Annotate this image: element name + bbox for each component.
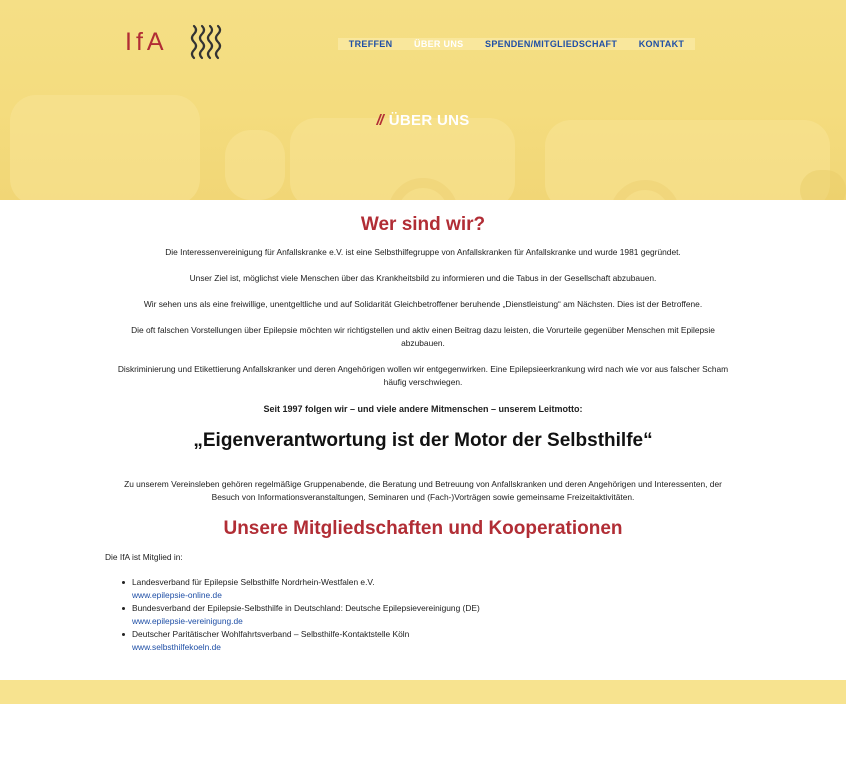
paragraph: Die Interessenvereinigung für Anfallskranke e.V. ist eine Selbsthilfegruppe von Anfallskranken für Anfallskranke und wurde 1981 gegründet.	[165, 247, 681, 257]
logo-mark-icon	[190, 22, 226, 62]
hero-background-shape	[545, 120, 830, 200]
hero-background-shape	[225, 130, 285, 200]
section-heading-who: Wer sind wir?	[360, 214, 486, 235]
logo[interactable]	[125, 22, 226, 62]
paragraph: Wir sehen uns als eine freiwillige, unentgeltliche und auf Solidarität Gleichbetroffener beruhende „Dienstleistung“ am Nächsten. Dies ist der Betroffene.	[143, 299, 703, 309]
page-title-text: ÜBER UNS	[388, 112, 470, 129]
paragraph: Diskriminierung und Etikettierung Anfallskranker und deren Angehörigen wollen wir entgegenwirken. Eine Epilepsieerkrankung wird nach wie vor aus falscher Scham häufig verschwiegen.	[117, 364, 729, 387]
title-slash-icon: //	[376, 112, 383, 129]
membership-name: Bundesverband der Epilepsie-Selbsthilfe in Deutschland: Deutsche Epilepsievereinigung (DE)	[132, 603, 480, 613]
main-navigation	[338, 38, 695, 50]
membership-name: Landesverband für Epilepsie Selbsthilfe Nordrhein-Westfalen e.V.	[132, 577, 375, 587]
club-life-paragraph: Zu unserem Vereinsleben gehören regelmäßige Gruppenabende, die Beratung und Betreuung von Anfallskranken und deren Angehörigen und Interessenten, der Besuch von Informationsveranstaltungen, Seminaren und (Fach-)Vorträgen sowie gemeinsame Freizeitaktivitäten.	[124, 479, 722, 502]
nav-ueber-uns[interactable]: ÜBER UNS	[414, 39, 464, 49]
logo-text: IfA	[125, 27, 168, 56]
nav-kontakt[interactable]: KONTAKT	[638, 39, 685, 49]
nav-treffen[interactable]: TREFFEN	[348, 39, 393, 49]
membership-list	[0, 576, 846, 654]
membership-intro: Die IfA ist Mitglied in:	[105, 552, 183, 562]
paragraph: Unser Ziel ist, möglichst viele Menschen über das Krankheitsbild zu informieren und die Tabus in der Gesellschaft abzubauen.	[189, 273, 657, 283]
list-item	[132, 628, 846, 654]
hero-banner	[0, 0, 846, 200]
motto: „Eigenverantwortung ist der Motor der Selbsthilfe“	[193, 430, 653, 451]
motto-intro: Seit 1997 folgen wir – und viele andere Mitmenschen – unserem Leitmotto:	[263, 404, 583, 414]
nav-spenden-mitgliedschaft[interactable]: SPENDEN/MITGLIEDSCHAFT	[485, 39, 618, 49]
paragraph: Die oft falschen Vorstellungen über Epilepsie möchten wir richtigstellen und aktiv einen Beitrag dazu leisten, die Vorurteile gegenüber Menschen mit Epilepsie abzubauen.	[131, 325, 715, 348]
main-content	[0, 214, 846, 654]
hero-background-shape	[10, 95, 200, 200]
hero-background-shape	[800, 170, 846, 200]
page-title	[0, 112, 846, 129]
list-item	[132, 576, 846, 602]
membership-name: Deutscher Paritätischer Wohlfahrtsverband – Selbsthilfe-Kontaktstelle Köln	[132, 629, 410, 639]
footer-band	[0, 680, 846, 704]
list-item	[132, 602, 846, 628]
membership-link[interactable]: www.epilepsie-online.de	[132, 590, 222, 600]
section-heading-memberships: Unsere Mitgliedschaften und Kooperationen	[223, 518, 623, 539]
membership-link[interactable]: www.selbsthilfekoeln.de	[132, 642, 221, 652]
membership-link[interactable]: www.epilepsie-vereinigung.de	[132, 616, 243, 626]
